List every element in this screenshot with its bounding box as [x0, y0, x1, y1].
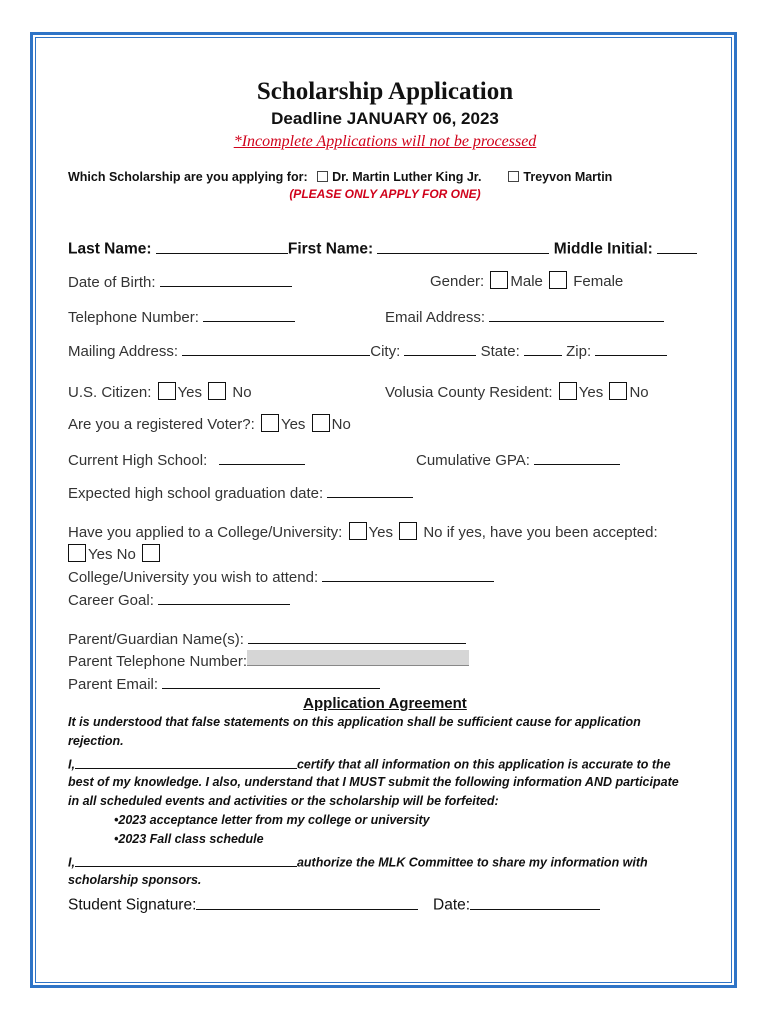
- date-label: Date:: [433, 896, 471, 914]
- middle-initial-field[interactable]: [657, 237, 697, 254]
- applied-yes-label: Yes: [368, 524, 393, 541]
- career-row: [68, 589, 290, 609]
- grad-date-row: [68, 482, 413, 502]
- email-label: Email Address:: [385, 309, 486, 326]
- treyvon-checkbox[interactable]: [508, 171, 519, 182]
- page-title: Scholarship Application: [256, 78, 514, 105]
- volusia-row: [385, 382, 649, 401]
- volusia-yes-checkbox[interactable]: [559, 382, 577, 400]
- parent-name-row: [68, 628, 466, 648]
- phone-field[interactable]: [203, 306, 295, 322]
- parent-email-field[interactable]: [162, 673, 380, 689]
- gpa-row: [416, 449, 620, 469]
- signature-field[interactable]: [196, 893, 418, 910]
- authorize-row: [68, 853, 648, 870]
- voter-label: Are you a registered Voter?:: [68, 416, 255, 433]
- certify-text: certify that all information on this application is accurate to the: [296, 757, 671, 772]
- certify-i: I,: [68, 757, 75, 772]
- mailing-address-field[interactable]: [182, 340, 370, 356]
- authorize-text: authorize the MLK Committee to share my information with: [296, 855, 648, 870]
- dob-field[interactable]: [160, 271, 292, 287]
- incomplete-notice: *Incomplete Applications will not be processed: [233, 133, 537, 150]
- volusia-no-label: No: [629, 384, 649, 401]
- volusia-yes-label: Yes: [578, 384, 604, 401]
- college-field[interactable]: [322, 566, 494, 582]
- male-checkbox[interactable]: [490, 271, 508, 289]
- last-name-label: Last Name:: [68, 240, 152, 258]
- email-row: [385, 306, 664, 326]
- applied-no-label: No: [423, 524, 443, 541]
- middle-initial-label: Middle Initial:: [553, 240, 653, 258]
- agreement-p2c: in all scheduled events and activities or the scholarship will be forfeited:: [68, 794, 499, 808]
- accepted-label: if yes, have you been accepted:: [446, 524, 658, 541]
- first-name-field[interactable]: [377, 237, 549, 254]
- agreement-heading: Application Agreement: [303, 695, 467, 712]
- accepted-no-label: No: [116, 546, 136, 563]
- college-row: [68, 566, 494, 586]
- career-field[interactable]: [158, 589, 290, 605]
- career-label: Career Goal:: [68, 592, 154, 609]
- citizen-no-checkbox[interactable]: [208, 382, 226, 400]
- citizen-row: [68, 382, 252, 401]
- citizen-yes-checkbox[interactable]: [158, 382, 176, 400]
- parent-phone-row: [68, 650, 469, 670]
- signature-row: Student Signature: Date:: [68, 893, 600, 915]
- voter-yes-checkbox[interactable]: [261, 414, 279, 432]
- email-field[interactable]: [489, 306, 664, 322]
- accepted-yes-checkbox[interactable]: [68, 544, 86, 562]
- authorize-i: I,: [68, 855, 75, 870]
- parent-email-label: Parent Email:: [68, 676, 159, 693]
- phone-label: Telephone Number:: [68, 309, 199, 326]
- gender-row: [430, 271, 623, 290]
- citizen-yes-label: Yes: [177, 384, 203, 401]
- parent-phone-label: Parent Telephone Number:: [68, 653, 248, 670]
- authorize-name-field[interactable]: [75, 853, 297, 867]
- scholarship-question: Which Scholarship are you applying for:: [68, 170, 308, 184]
- accepted-row: [66, 544, 162, 563]
- accepted-yes-label: Yes: [88, 546, 113, 563]
- high-school-label: Current High School:: [68, 452, 208, 469]
- apply-one-note: (PLEASE ONLY APPLY FOR ONE): [289, 187, 481, 201]
- zip-field[interactable]: [595, 340, 667, 356]
- scholarship-choice-row: [68, 170, 612, 184]
- treyvon-option-label: Treyvon Martin: [523, 170, 613, 184]
- high-school-field[interactable]: [219, 449, 305, 465]
- signature-label: Student Signature: [68, 896, 193, 914]
- volusia-no-checkbox[interactable]: [609, 382, 627, 400]
- volusia-label: Volusia County Resident:: [385, 384, 553, 401]
- parent-email-row: [68, 673, 380, 693]
- zip-label: Zip:: [566, 343, 592, 360]
- phone-row: [68, 306, 295, 326]
- applied-row: [68, 522, 658, 541]
- gpa-field[interactable]: [534, 449, 620, 465]
- citizen-no-label: No: [232, 384, 252, 401]
- grad-date-field[interactable]: [327, 482, 413, 498]
- city-field[interactable]: [404, 340, 476, 356]
- applied-label: Have you applied to a College/University:: [68, 524, 343, 541]
- first-name-label: First Name:: [287, 240, 374, 258]
- city-label: City:: [370, 343, 401, 360]
- voter-row: [68, 414, 351, 433]
- gender-label: Gender:: [430, 273, 485, 290]
- gpa-label: Cumulative GPA:: [416, 452, 530, 469]
- deadline-heading: Deadline JANUARY 06, 2023: [271, 109, 499, 128]
- name-row: [68, 237, 697, 259]
- parent-phone-field[interactable]: [247, 650, 469, 666]
- certify-name-field[interactable]: [75, 755, 297, 769]
- requirement-bullet-2: •2023 Fall class schedule: [114, 832, 264, 846]
- address-row: [68, 340, 667, 360]
- certify-row: [68, 755, 671, 772]
- agreement-p1a: It is understood that false statements on this application shall be sufficient cause for application: [68, 715, 641, 729]
- mlk-option-label: Dr. Martin Luther King Jr.: [332, 170, 482, 184]
- voter-no-label: No: [331, 416, 351, 433]
- voter-yes-label: Yes: [280, 416, 306, 433]
- applied-yes-checkbox[interactable]: [349, 522, 367, 540]
- mailing-address-label: Mailing Address:: [68, 343, 179, 360]
- accepted-no-checkbox[interactable]: [142, 544, 160, 562]
- dob-row: [68, 271, 292, 291]
- date-field[interactable]: [470, 893, 600, 910]
- parent-name-label: Parent/Guardian Name(s):: [68, 631, 244, 648]
- agreement-p3b: scholarship sponsors.: [68, 873, 202, 887]
- state-label: State:: [480, 343, 520, 360]
- female-label: Female: [573, 273, 624, 290]
- agreement-p2b: best of my knowledge. I also, understand that I MUST submit the following information AND participate: [68, 775, 679, 789]
- voter-no-checkbox[interactable]: [312, 414, 330, 432]
- high-school-row: [68, 449, 305, 469]
- last-name-field[interactable]: [156, 237, 288, 254]
- grad-date-label: Expected high school graduation date:: [68, 485, 324, 502]
- parent-name-field[interactable]: [248, 628, 466, 644]
- dob-label: Date of Birth:: [68, 274, 156, 291]
- applied-no-checkbox[interactable]: [399, 522, 417, 540]
- requirement-bullet-1: •2023 acceptance letter from my college or university: [114, 813, 430, 827]
- mlk-checkbox[interactable]: [317, 171, 328, 182]
- citizen-label: U.S. Citizen:: [68, 384, 152, 401]
- female-checkbox[interactable]: [549, 271, 567, 289]
- college-label: College/University you wish to attend:: [68, 569, 319, 586]
- state-field[interactable]: [524, 340, 562, 356]
- male-label: Male: [510, 273, 543, 290]
- agreement-p1b: rejection.: [68, 734, 124, 748]
